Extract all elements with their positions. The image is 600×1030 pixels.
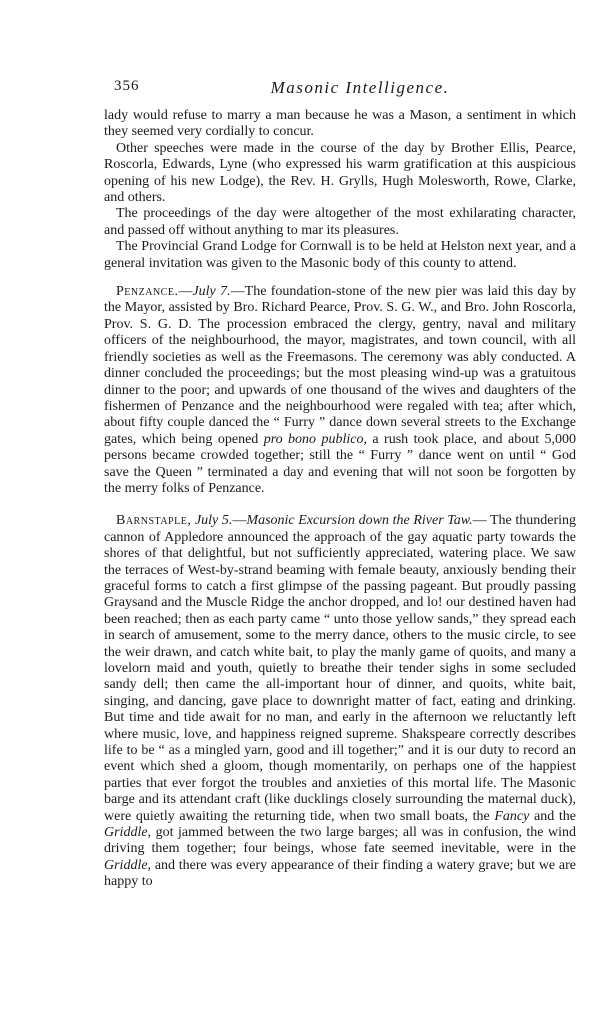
text-run: —The foundation-stone of the new pier was laid this day by the Mayor, assisted by Bro. Richard Pearce, Prov. S. G. W., and Bro. John Roscorla, Prov. S. G. D. The procession embraced the clergy, gentry, naval and military officers of the neighbourhood, the mayor, magistrates, and town council, with all friendly societies as well as the Freemasons. The ceremony was ably conducted. A dinner concluded the proceedings; but the most pleasing wind-up was a gratuitous dinner to the poor; and upwards of one thousand of the wives and daughters of the fishermen of Penzance and the neighbourhood were regaled with tea; after which, about fifty couple danced the “ Furry ” dance down several streets to the Exchange gates, which being opened — [104, 284, 576, 447]
italic-text: Fancy — [494, 808, 530, 824]
section-lead-in: Penzance. — [116, 284, 179, 300]
text-run: The Provincial Grand Lodge for Cornwall is to be held at Helston next year, and a general invitation was given to the Masonic body of this county to attend. — [104, 239, 576, 271]
text-run: — The thundering cannon of Appledore announced the approach of the gay aquatic party towards the shores of that delightful, but not sufficiently appreciated, watering place. We saw the terraces of West-by-strand beaming with female beauty, anxiously bending their graceful forms to catch a first glimpse of the passing pageant. But proudly passing Graysand and the Muscle Ridge the anchor dropped, and lo! our destined haven had been reached; then as each party came “ unto those yellow sands,” they spread each in search of amusement, some to the merry dance, others to the music circle, to see the weir drawn, and catch white bait, to play the manly game of quoits, and many a lovelorn maid and youth, quietly to breathe their tender sighs in some secluded sandy dell; then came the all-important hour of dinner, and quoits, white bait, singing, and dancing, gave place to downright matter of fact, eating and drinking. But time and tide await for no man, and early in the afternoon we reluctantly left where music, love, and happiness reigned supreme. Shakspeare correctly describes life to be “ as a mingled yarn, good and ill together;” and it is our duty to record an event which shed a gloom, though momentarily, on perhaps one of the happiest parties that ever forgot the troubles and anxieties of this mortal life. The Masonic barge and its attendant craft (like ducklings closely surrounding the maternal duck), were quietly awaiting the returning tide, when two small boats, the — [104, 513, 576, 824]
text-run: — — [232, 513, 247, 529]
text-run: a rush took place, and about 5,000 persons became crowded together; still the “ Furry ” dance went on until “ God save the Queen ” terminated a day and evening that will not soon be forgotten by the merry folks of Penzance. — [104, 431, 577, 496]
body-text — [104, 108, 576, 891]
text-run: got jammed between the two large barges; all was in confusion, the wind driving them together; four beings, whose fate seemed inevitable, were in the — [104, 825, 576, 857]
italic-text: Griddle, — [104, 857, 152, 873]
paragraph-proceedings — [104, 206, 576, 239]
paragraph-lady-would-refuse — [104, 108, 576, 141]
paragraph-other-speeches — [104, 141, 576, 207]
italic-text: July 5. — [194, 513, 233, 529]
text-run: lady would refuse to marry a man because he was a Mason, a sentiment in which they seemed very cordially to concur. — [104, 108, 576, 140]
italic-text: Masonic Excursion down the River Taw. — [246, 513, 473, 529]
italic-text: pro bono publico, — [263, 431, 367, 447]
paragraph-penzance — [104, 284, 576, 497]
italic-text: Griddle, — [104, 825, 152, 841]
text-run: — — [178, 284, 193, 300]
page-number: 356 — [114, 78, 140, 94]
paragraph-provincial-grand-lodge — [104, 239, 576, 272]
text-run: and the — [529, 808, 576, 824]
text-run: Other speeches were made in the course of the day by Brother Ellis, Pearce, Roscorla, Edwards, Lyne (who expressed his warm gratification at this auspicious opening of his new Lodge), the Rev. H. Grylls, Hugh Molesworth, Rowe, Clarke, and others. — [104, 140, 576, 206]
section-lead-in: Barnstaple, — [116, 513, 192, 529]
text-run: and there was every appearance of their finding a watery grave; but we are happy to — [104, 857, 576, 890]
page-header — [104, 78, 576, 108]
running-title: Masonic Intelligence. — [270, 78, 450, 97]
italic-text: July 7. — [192, 284, 231, 300]
text-run: The proceedings of the day were altogether of the most exhilarating character, and passed off without anything to mar its pleasures. — [104, 206, 576, 238]
paragraph-barnstaple — [104, 513, 576, 890]
